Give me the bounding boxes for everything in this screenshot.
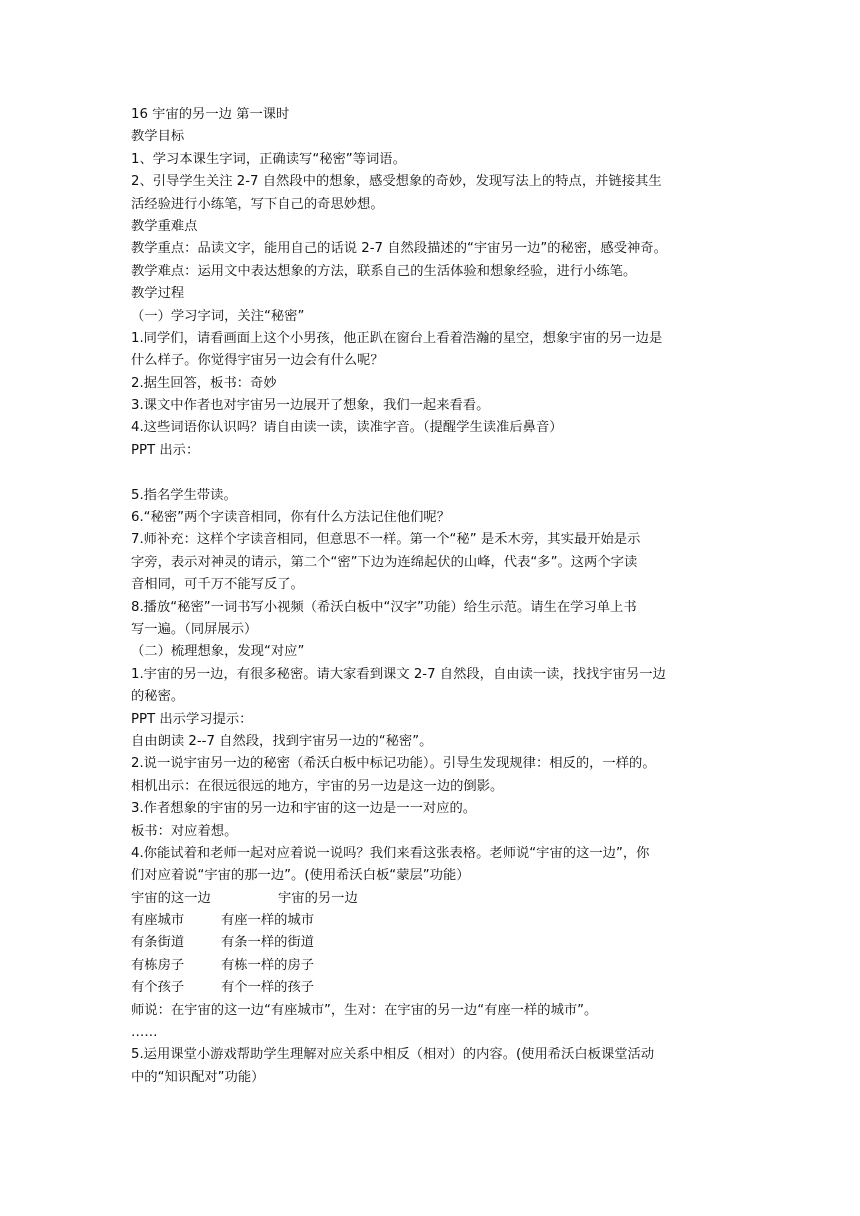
paragraph: PPT 出示学习提示：	[131, 711, 253, 727]
table-cell: 有座一样的城市	[221, 913, 315, 929]
table-header-cell: 宇宙的这一边	[131, 890, 211, 906]
paragraph: 们对应着说“宇宙的那一边”。(使用希沃白板“蒙层”功能）	[131, 868, 470, 884]
table-row	[131, 932, 737, 954]
paragraph: 自由朗读 2--7 自然段，找到宇宙另一边的“秘密”。	[131, 733, 433, 749]
section-heading-process: 教学过程	[131, 286, 185, 302]
paragraph: 4.你能试着和老师一起对应着说一说吗？我们来看这张表格。老师说“宇宙的这一边”，你	[131, 845, 650, 861]
paragraph: 3.作者想象的宇宙的另一边和宇宙的这一边是一一对应的。	[131, 801, 477, 817]
table-cell: 有栋一样的房子	[221, 957, 315, 973]
paragraph: 8.播放“秘密”一词书写小视频（希沃白板中“汉字”功能）给生示范。请生在学习单上书	[131, 599, 637, 615]
paragraph: 5.指名学生带读。	[131, 487, 237, 503]
section-heading-goals: 教学目标	[131, 129, 185, 145]
table-row	[131, 955, 737, 977]
subsection-heading: （二）梳理想象，发现“对应”	[131, 644, 305, 660]
paragraph: 活经验进行小练笔，写下自己的奇思妙想。	[131, 196, 384, 212]
paragraph: 师说：在宇宙的这一边“有座城市”，生对：在宇宙的另一边“有座一样的城市”。	[131, 1002, 598, 1018]
paragraph: 2.据生回答，板书：奇妙	[131, 375, 277, 391]
table-cell: 有条街道	[131, 935, 185, 951]
paragraph: 2.说一说宇宙另一边的秘密（希沃白板中标记功能）。引导生发现规律：相反的，一样的。	[131, 756, 656, 772]
paragraph: 1.宇宙的另一边，有很多秘密。请大家看到课文 2-7 自然段，自由读一读，找找宇宙另一边	[131, 666, 666, 682]
paragraph: 板书：对应着想。	[131, 823, 238, 839]
document-page	[131, 104, 737, 1089]
paragraph: 字旁，表示对神灵的请示，第二个“密”下边为连绵起伏的山峰，代表“多”。这两个字读	[131, 554, 638, 570]
paragraph: 教学重点：品读文字，能用自己的话说 2-7 自然段描述的“宇宙另一边”的秘密，感受神奇。	[131, 241, 667, 257]
paragraph: 相机出示：在很远很远的地方，宇宙的另一边是这一边的倒影。	[131, 778, 504, 794]
ellipsis: ……	[131, 1025, 158, 1041]
paragraph: 音相同，可千万不能写反了。	[131, 577, 304, 593]
paragraph: 写一遍。（同屏展示）	[131, 621, 258, 637]
paragraph: 什么样子。你觉得宇宙另一边会有什么呢？	[131, 353, 384, 369]
table-cell: 有个一样的孩子	[221, 980, 315, 996]
paragraph: 3.课文中作者也对宇宙另一边展开了想象，我们一起来看看。	[131, 398, 490, 414]
blank-line	[131, 462, 737, 484]
table-header-row	[131, 888, 737, 910]
paragraph: 1.同学们，请看画面上这个小男孩，他正趴在窗台上看着浩瀚的星空，想象宇宙的另一边是	[131, 330, 663, 346]
section-heading-key-points: 教学重难点	[131, 218, 198, 234]
paragraph: 7.师补充：这样个字读音相同，但意思不一样。第一个“秘” 是禾木旁，其实最开始是示	[131, 532, 641, 548]
table-cell: 有栋房子	[131, 957, 185, 973]
paragraph: 2、引导学生关注 2-7 自然段中的想象，感受想象的奇妙，发现写法上的特点，并链接其生	[131, 174, 662, 190]
paragraph: 5.运用课堂小游戏帮助学生理解对应关系中相反（相对）的内容。(使用希沃白板课堂活动	[131, 1047, 655, 1063]
paragraph: 6.“秘密”两个字读音相同，你有什么方法记住他们呢？	[131, 510, 450, 526]
table-cell: 有条一样的街道	[221, 935, 315, 951]
paragraph: 中的“知识配对”功能）	[131, 1069, 265, 1085]
paragraph: 4.这些词语你认识吗？请自由读一读，读准字音。（提醒学生读准后鼻音）	[131, 420, 563, 436]
table-cell: 有个孩子	[131, 980, 185, 996]
paragraph: 的秘密。	[131, 689, 185, 705]
comparison-table	[131, 888, 737, 1000]
paragraph: 教学难点：运用文中表达想象的方法，联系自己的生活体验和想象经验，进行小练笔。	[131, 263, 637, 279]
table-row	[131, 910, 737, 932]
table-cell: 有座城市	[131, 913, 185, 929]
doc-title: 16 宇宙的另一边 第一课时	[131, 107, 290, 122]
subsection-heading: （一）学习字词，关注“秘密”	[131, 308, 305, 324]
table-row	[131, 977, 737, 999]
paragraph: PPT 出示：	[131, 442, 200, 458]
paragraph: 1、学习本课生字词，正确读写“秘密”等词语。	[131, 151, 406, 167]
table-header-cell: 宇宙的另一边	[278, 890, 358, 906]
